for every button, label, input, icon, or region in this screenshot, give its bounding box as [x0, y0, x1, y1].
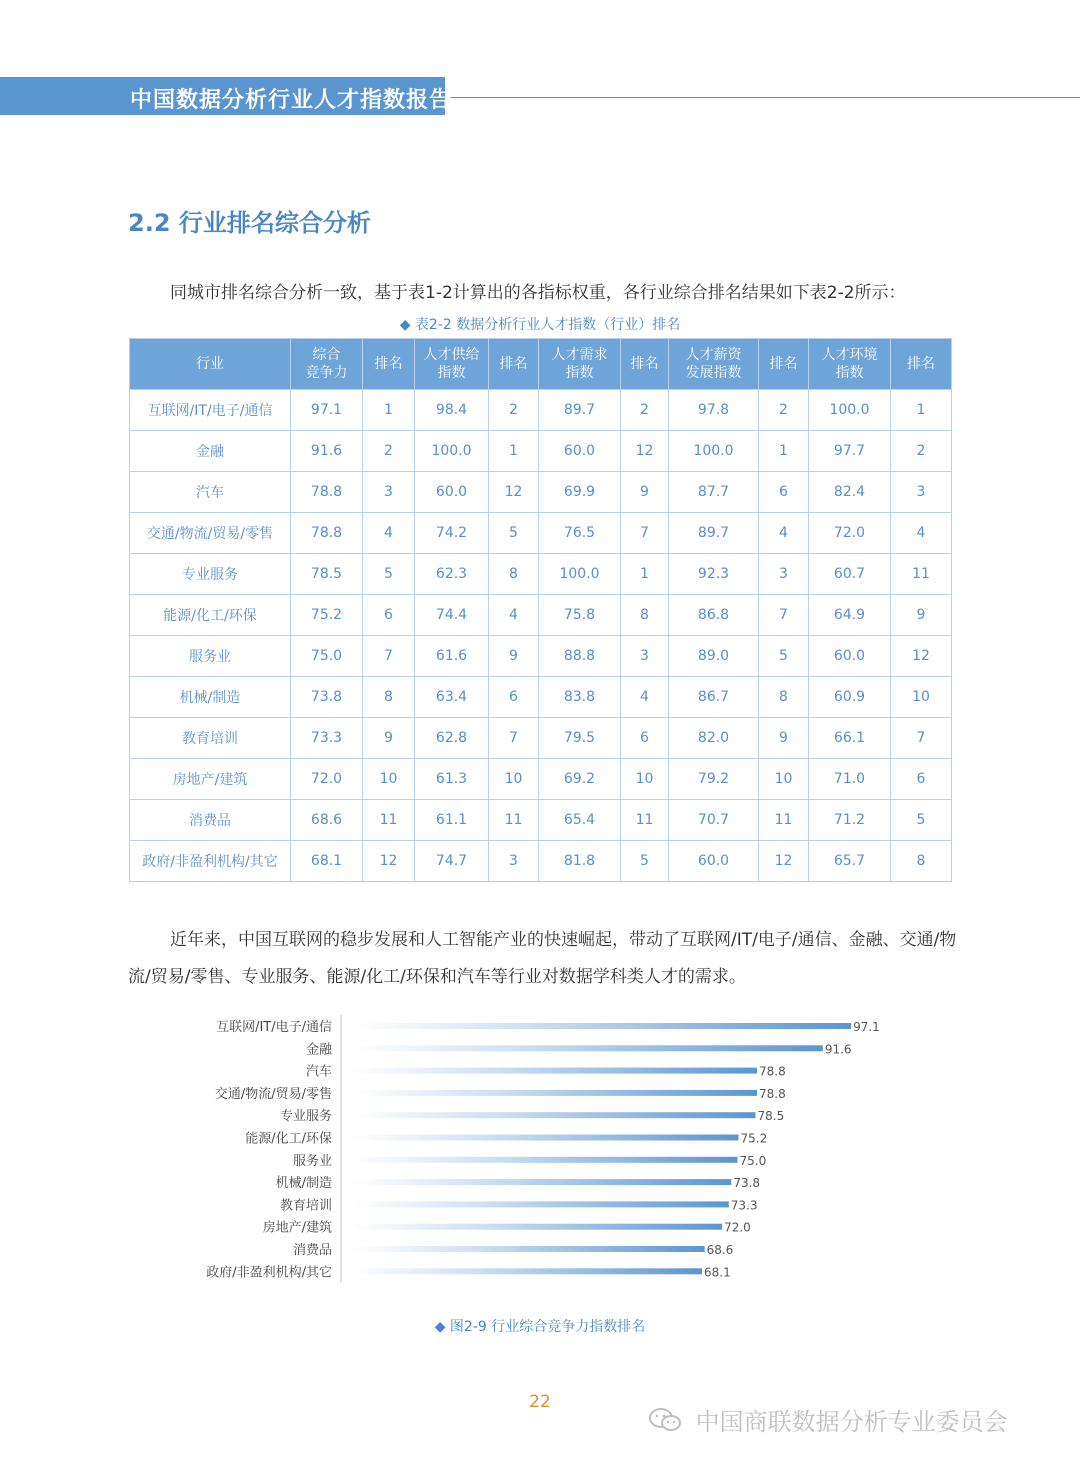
value-cell: 10 [759, 759, 809, 800]
value-cell: 4 [891, 513, 952, 554]
bar [352, 1068, 757, 1074]
value-cell: 10 [489, 759, 539, 800]
industry-cell: 汽车 [130, 472, 291, 513]
value-cell: 12 [621, 431, 669, 472]
value-cell: 7 [621, 513, 669, 554]
value-cell: 65.4 [539, 800, 621, 841]
category-label: 消费品 [292, 1243, 332, 1258]
column-header: 排名 [489, 339, 539, 390]
value-cell: 61.6 [415, 636, 489, 677]
bar [352, 1045, 823, 1051]
value-cell: 7 [759, 595, 809, 636]
watermark [648, 1402, 1008, 1437]
industry-cell: 机械/制造 [130, 677, 291, 718]
bar [352, 1201, 729, 1207]
category-label: 能源/化工/环保 [245, 1131, 332, 1147]
value-cell: 79.2 [669, 759, 759, 800]
value-cell: 11 [621, 800, 669, 841]
value-cell: 60.0 [415, 472, 489, 513]
value-cell: 9 [363, 718, 415, 759]
value-cell: 60.0 [669, 841, 759, 882]
value-cell: 3 [759, 554, 809, 595]
value-cell: 97.7 [809, 431, 891, 472]
value-cell: 5 [363, 554, 415, 595]
column-header: 人才需求 指数 [539, 339, 621, 390]
value-cell: 7 [891, 718, 952, 759]
column-header: 排名 [621, 339, 669, 390]
value-label: 72.0 [724, 1220, 751, 1235]
value-cell: 88.8 [539, 636, 621, 677]
value-cell: 7 [489, 718, 539, 759]
column-header: 排名 [891, 339, 952, 390]
value-cell: 82.4 [809, 472, 891, 513]
industry-cell: 服务业 [130, 636, 291, 677]
section-title: 2.2 行业排名综合分析 [128, 209, 371, 237]
column-header: 排名 [759, 339, 809, 390]
value-cell: 75.2 [291, 595, 363, 636]
industry-cell: 互联网/IT/电子/通信 [130, 390, 291, 431]
value-cell: 6 [489, 677, 539, 718]
value-cell: 71.0 [809, 759, 891, 800]
page-number: 22 [529, 1392, 551, 1412]
industry-cell: 教育培训 [130, 718, 291, 759]
value-cell: 100.0 [809, 390, 891, 431]
value-cell: 75.0 [291, 636, 363, 677]
value-cell: 75.8 [539, 595, 621, 636]
value-cell: 1 [891, 390, 952, 431]
value-cell: 9 [489, 636, 539, 677]
category-label: 服务业 [292, 1153, 332, 1169]
value-cell: 68.1 [291, 841, 363, 882]
value-cell: 69.9 [539, 472, 621, 513]
category-label: 专业服务 [279, 1109, 332, 1125]
value-cell: 1 [759, 431, 809, 472]
value-cell: 100.0 [539, 554, 621, 595]
value-cell: 3 [891, 472, 952, 513]
value-cell: 3 [489, 841, 539, 882]
industry-cell: 金融 [130, 431, 291, 472]
value-cell: 7 [363, 636, 415, 677]
bar [352, 1112, 755, 1118]
value-cell: 11 [891, 554, 952, 595]
value-cell: 62.8 [415, 718, 489, 759]
value-cell: 10 [363, 759, 415, 800]
value-cell: 70.7 [669, 800, 759, 841]
column-header: 人才环境 指数 [809, 339, 891, 390]
category-label: 金融 [305, 1042, 332, 1058]
value-cell: 72.0 [291, 759, 363, 800]
intro-paragraph: 同城市排名综合分析一致，基于表1-2计算出的各指标权重，各行业综合排名结果如下表2-2所示： [170, 283, 906, 303]
value-cell: 5 [891, 800, 952, 841]
value-cell: 79.5 [539, 718, 621, 759]
industry-cell: 能源/化工/环保 [130, 595, 291, 636]
value-cell: 6 [759, 472, 809, 513]
value-cell: 12 [759, 841, 809, 882]
value-cell: 89.7 [539, 390, 621, 431]
value-label: 78.8 [759, 1086, 786, 1101]
value-label: 78.8 [759, 1064, 786, 1079]
industry-cell: 专业服务 [130, 554, 291, 595]
value-cell: 6 [363, 595, 415, 636]
value-cell: 61.1 [415, 800, 489, 841]
column-header: 综合 竞争力 [291, 339, 363, 390]
value-cell: 9 [891, 595, 952, 636]
value-label: 97.1 [853, 1020, 880, 1034]
watermark-text: 中国商联数据分析专业委员会 [695, 1408, 1008, 1436]
value-cell: 2 [621, 390, 669, 431]
value-label: 75.0 [739, 1153, 767, 1168]
value-label: 91.6 [824, 1042, 852, 1057]
value-cell: 5 [621, 841, 669, 882]
value-cell: 82.0 [669, 718, 759, 759]
industry-cell: 政府/非盈利机构/其它 [130, 841, 291, 882]
value-cell: 92.3 [669, 554, 759, 595]
value-cell: 74.4 [415, 595, 489, 636]
value-cell: 8 [891, 841, 952, 882]
value-cell: 69.2 [539, 759, 621, 800]
value-label: 75.2 [740, 1131, 768, 1146]
value-cell: 74.2 [415, 513, 489, 554]
value-cell: 8 [759, 677, 809, 718]
value-cell: 97.1 [291, 390, 363, 431]
value-cell: 91.6 [291, 431, 363, 472]
value-cell: 12 [489, 472, 539, 513]
value-cell: 12 [891, 636, 952, 677]
value-cell: 9 [759, 718, 809, 759]
value-cell: 73.8 [291, 677, 363, 718]
bar [352, 1268, 702, 1274]
value-cell: 81.8 [539, 841, 621, 882]
value-label: 73.3 [730, 1198, 758, 1213]
category-label: 政府/非盈利机构/其它 [206, 1265, 332, 1281]
value-cell: 73.3 [291, 718, 363, 759]
value-cell: 11 [363, 800, 415, 841]
category-label: 交通/物流/贸易/零售 [214, 1086, 332, 1102]
value-cell: 3 [363, 472, 415, 513]
value-cell: 2 [363, 431, 415, 472]
bar [352, 1224, 722, 1230]
category-label: 教育培训 [279, 1198, 332, 1214]
value-cell: 6 [621, 718, 669, 759]
bar [352, 1157, 738, 1163]
column-header: 排名 [363, 339, 415, 390]
column-header: 行业 [130, 339, 291, 390]
value-label: 68.6 [706, 1243, 734, 1257]
value-label: 68.1 [704, 1265, 731, 1280]
bar [352, 1135, 739, 1141]
value-label: 73.8 [733, 1176, 761, 1191]
value-cell: 97.8 [669, 390, 759, 431]
value-cell: 60.9 [809, 677, 891, 718]
value-cell: 71.2 [809, 800, 891, 841]
value-cell: 10 [891, 677, 952, 718]
table-caption: ◆ 表2-2 数据分析行业人才指数（行业）排名 [399, 317, 681, 333]
value-cell: 11 [759, 800, 809, 841]
bar [352, 1090, 757, 1096]
report-title: 中国数据分析行业人才指数报告 [130, 88, 453, 113]
value-cell: 3 [621, 636, 669, 677]
value-cell: 100.0 [669, 431, 759, 472]
value-cell: 4 [621, 677, 669, 718]
value-cell: 100.0 [415, 431, 489, 472]
value-cell: 65.7 [809, 841, 891, 882]
industry-cell: 房地产/建筑 [130, 759, 291, 800]
value-cell: 62.3 [415, 554, 489, 595]
value-cell: 5 [489, 513, 539, 554]
value-cell: 76.5 [539, 513, 621, 554]
value-cell: 2 [489, 390, 539, 431]
bar [352, 1023, 851, 1029]
value-cell: 89.0 [669, 636, 759, 677]
value-cell: 11 [489, 800, 539, 841]
value-cell: 2 [891, 431, 952, 472]
value-cell: 1 [489, 431, 539, 472]
value-cell: 86.8 [669, 595, 759, 636]
value-cell: 78.5 [291, 554, 363, 595]
body-paragraph: 近年来，中国互联网的稳步发展和人工智能产业的快速崛起，带动了互联网/IT/电子/通信、金融、交通/物流/贸易/零售、专业服务、能源/化工/环保和汽车等行业对数据学科类人才的需求。 [128, 930, 957, 987]
value-cell: 60.0 [809, 636, 891, 677]
column-header: 人才薪资 发展指数 [669, 339, 759, 390]
value-cell: 61.3 [415, 759, 489, 800]
value-cell: 8 [621, 595, 669, 636]
value-cell: 5 [759, 636, 809, 677]
value-cell: 6 [891, 759, 952, 800]
value-cell: 60.0 [539, 431, 621, 472]
category-label: 机械/制造 [275, 1176, 332, 1192]
value-cell: 66.1 [809, 718, 891, 759]
value-cell: 8 [363, 677, 415, 718]
value-cell: 72.0 [809, 513, 891, 554]
category-label: 汽车 [305, 1064, 332, 1080]
value-cell: 74.7 [415, 841, 489, 882]
category-label: 互联网/IT/电子/通信 [216, 1020, 332, 1035]
value-cell: 64.9 [809, 595, 891, 636]
value-cell: 12 [363, 841, 415, 882]
value-cell: 4 [363, 513, 415, 554]
value-cell: 10 [621, 759, 669, 800]
bar [352, 1246, 705, 1252]
value-cell: 68.6 [291, 800, 363, 841]
value-cell: 83.8 [539, 677, 621, 718]
chart-caption: ◆ 图2-9 行业综合竞争力指数排名 [434, 1319, 646, 1335]
wechat-icon [648, 1407, 682, 1433]
value-cell: 4 [759, 513, 809, 554]
value-cell: 8 [489, 554, 539, 595]
value-cell: 86.7 [669, 677, 759, 718]
value-cell: 9 [621, 472, 669, 513]
value-cell: 1 [621, 554, 669, 595]
value-label: 78.5 [757, 1109, 785, 1124]
value-cell: 60.7 [809, 554, 891, 595]
industry-cell: 消费品 [130, 800, 291, 841]
column-header: 人才供给 指数 [415, 339, 489, 390]
value-cell: 98.4 [415, 390, 489, 431]
bar [352, 1179, 731, 1185]
value-cell: 1 [363, 390, 415, 431]
industry-cell: 交通/物流/贸易/零售 [130, 513, 291, 554]
value-cell: 89.7 [669, 513, 759, 554]
value-cell: 63.4 [415, 677, 489, 718]
value-cell: 78.8 [291, 513, 363, 554]
value-cell: 87.7 [669, 472, 759, 513]
value-cell: 78.8 [291, 472, 363, 513]
value-cell: 4 [489, 595, 539, 636]
category-label: 房地产/建筑 [262, 1220, 332, 1236]
value-cell: 2 [759, 390, 809, 431]
